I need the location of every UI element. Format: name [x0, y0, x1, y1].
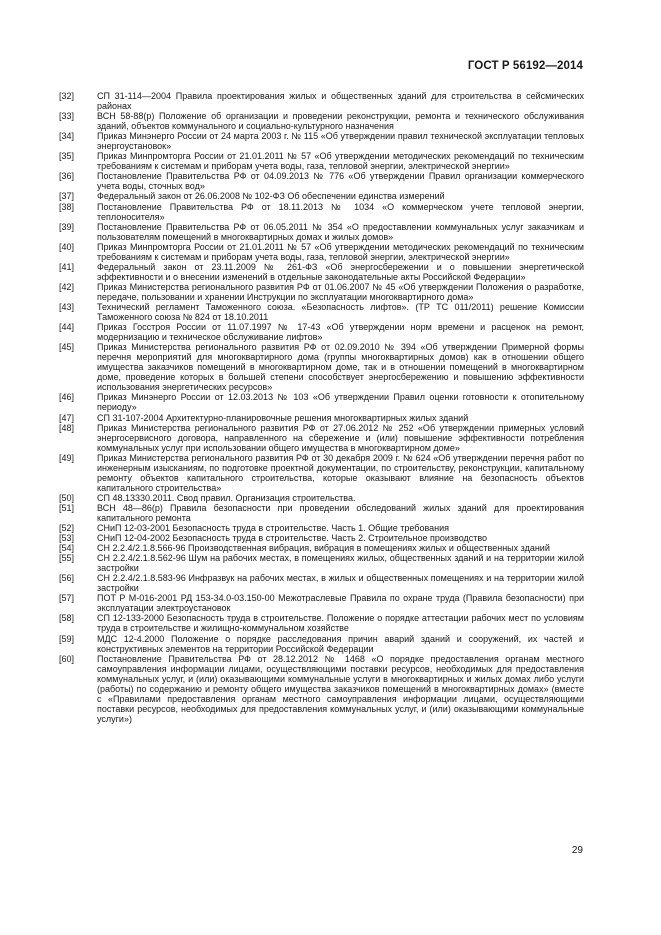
reference-text: Постановление Правительства РФ от 06.05.2011 № 354 «О предоставлении коммунальных услуг заказчикам и пользователям помещений в многоквартирных домах и жилых домов» [97, 221, 584, 242]
reference-number: [34] [59, 131, 75, 142]
reference-item [59, 111, 584, 131]
reference-number: [50] [59, 492, 75, 503]
reference-number: [41] [59, 261, 75, 272]
reference-number: [60] [59, 653, 75, 664]
reference-number: [38] [59, 201, 75, 212]
reference-item [59, 191, 584, 201]
reference-item [59, 262, 584, 282]
reference-item [59, 423, 584, 453]
reference-text: Приказ Минэнерго России от 12.03.2013 № 103 «Об утверждении Правил оценки готовности к отопительному периоду» [97, 392, 584, 413]
reference-number: [54] [59, 543, 75, 554]
reference-number: [56] [59, 573, 75, 584]
reference-number: [39] [59, 221, 75, 232]
reference-text: МДС 12-4.2000 Положение о порядке расследования причин аварий зданий и сооружений, их частей и конструктивных элементов на территории Российской Федерации [97, 633, 584, 654]
reference-number: [55] [59, 553, 75, 564]
reference-text: Технический регламент Таможенного союза. «Безопасность лифтов». (ТР ТС 011/2011) решение Комиссии Таможенного союза № 824 от 18.10.2011 [97, 301, 584, 323]
reference-number: [48] [59, 422, 75, 433]
reference-text: СП 12-133-2000 Безопасность труда в строительстве. Положение о порядке аттестации рабочих мест по условиям труда в строительстве и жилищно-коммунальном хозяйстве [97, 613, 584, 634]
reference-item [59, 533, 584, 543]
reference-item [59, 392, 584, 412]
reference-number: [57] [59, 593, 75, 604]
reference-text: Постановление Правительства РФ от 18.11.2013 № 1034 «О коммерческом учете тепловой энергии, теплоносителя» [97, 201, 584, 222]
reference-number: [47] [59, 412, 75, 423]
reference-list [59, 91, 584, 724]
reference-number: [51] [59, 502, 75, 513]
reference-item [59, 553, 584, 573]
reference-item [59, 91, 584, 111]
reference-text: Федеральный закон от 23.11.2009 № 261-ФЗ «Об энергосбережении и о повышении энергетической эффективности и о внесении изменений в отдельные законодательные акты Российской Федерации» [97, 261, 584, 282]
reference-text: СП 31-107-2004 Архитектурно-планировочные решения многоквартирных жилых зданий [97, 412, 469, 423]
reference-item [59, 503, 584, 523]
reference-text: СН 2.2.4/2.1.8.566-96 Производственная вибрация, вибрация в помещениях жилых и общественных зданий [97, 543, 550, 554]
reference-text: СН 2.2.4/2.1.8.562-96 Шум на рабочих местах, в помещениях жилых, общественных зданий и на территории жилой застройки [97, 553, 584, 574]
reference-number: [35] [59, 151, 75, 162]
reference-item [59, 593, 584, 613]
reference-item [59, 151, 584, 171]
reference-text: ПОТ Р М-016-2001 РД 153-34.0-03.150-00 Межотраслевые Правила по охране труда (Правила безопасности) при эксплуатации электроустановок [97, 593, 584, 614]
reference-text: Приказ Министерства регионального развития РФ от 30 декабря 2009 г. № 624 «Об утверждении перечня работ по инженерным изысканиям, по подготовке проектной документации, по строительству, реконструкции, капитальному ремонту объектов капитального строительства, которые оказывают влияние на безопасность объектов капитального строительства» [97, 452, 584, 493]
reference-number: [42] [59, 281, 75, 292]
reference-number: [49] [59, 452, 75, 463]
reference-number: [43] [59, 301, 75, 312]
reference-text: Приказ Министерства регионального развития РФ от 02.09.2010 № 394 «Об утверждении Примерной формы перечня мероприятий для многоквартирного дома (группы многоквартирных домов) как в отношении общего имущества заказчиков помещений в многоквартирном доме, так и в отношении помещений в многоквартирном доме, проведение которых в большей степени способствует энергосбережению и повышению эффективности использования энергетических ресурсов» [97, 342, 584, 393]
reference-number: [59] [59, 633, 75, 644]
reference-text: СП 48.13330.2011. Свод правил. Организация строительства. [97, 492, 356, 503]
reference-item [59, 654, 584, 724]
reference-item [59, 131, 584, 151]
reference-item [59, 493, 584, 503]
reference-item [59, 613, 584, 633]
reference-item [59, 413, 584, 423]
reference-text: СНиП 12-03-2001 Безопасность труда в строительстве. Часть 1. Общие требования [97, 523, 450, 534]
reference-item [59, 342, 584, 392]
reference-item [59, 634, 584, 654]
reference-item [59, 523, 584, 533]
reference-item [59, 302, 584, 322]
reference-number: [37] [59, 191, 75, 202]
reference-item [59, 222, 584, 242]
page-number: 29 [571, 845, 583, 856]
reference-text: СНиП 12-04-2002 Безопасность труда в строительстве. Часть 2. Строительное производство [97, 533, 488, 544]
reference-number: [40] [59, 241, 75, 252]
reference-text: ВСН 58-88(р) Положение об организации и проведении реконструкции, ремонта и технического обслуживания зданий, объектов коммунального и социально-культурного назначения [97, 111, 584, 132]
reference-text: Постановление Правительства РФ от 04.09.2013 № 776 «Об утверждении Правил организации коммерческого учета воды, сточных вод» [97, 171, 584, 192]
reference-text: ВСН 48—86(р) Правила безопасности при проведении обследований жилых зданий для проектирования капитального ремонта [97, 502, 584, 523]
reference-text: Приказ Госстроя России от 11.07.1997 № 17-43 «Об утверждении норм времени и расценок на ремонт, модернизацию и техническое обслуживание лифтов» [97, 322, 584, 343]
reference-number: [58] [59, 613, 75, 624]
reference-item [59, 543, 584, 553]
reference-item [59, 322, 584, 342]
reference-text: СН 2.2.4/2.1.8.583-96 Инфразвук на рабочих местах, в жилых и общественных помещениях и на территории жилой застройки [97, 573, 584, 594]
reference-text: Приказ Минпромторга России от 21.01.2011 № 57 «Об утверждении методических рекомендаций по техническим требованиям к системам и приборам учета воды, газа, тепловой энергии, электрической энергии» [97, 241, 584, 262]
document-code: ГОСТ Р 56192—2014 [467, 60, 583, 72]
reference-item [59, 171, 584, 191]
reference-item [59, 242, 584, 262]
reference-number: [32] [59, 91, 75, 101]
reference-number: [52] [59, 523, 75, 534]
reference-text: Приказ Минпромторга России от 21.01.2011 № 57 «Об утверждении методических рекомендаций по техническим требованиям к системам и приборам учета воды, газа, тепловой энергии, электрической энергии» [97, 151, 584, 172]
reference-item [59, 573, 584, 593]
reference-item [59, 202, 584, 222]
reference-text: Приказ Министерства регионального развития РФ от 27.06.2012 № 252 «Об утверждении примерных условий энергосервисного договора, направленного на сбережение и (или) повышение эффективности потребления коммунальных услуг при использовании общего имущества в многоквартирном доме» [97, 422, 584, 453]
reference-number: [46] [59, 392, 75, 403]
reference-text: Приказ Минэнерго России от 24 марта 2003 г. № 115 «Об утверждении правил технической эксплуатации тепловых энергоустановок» [97, 131, 584, 152]
reference-item [59, 282, 584, 302]
reference-number: [36] [59, 171, 75, 182]
reference-text: Постановление Правительства РФ от 28.12.2012 № 1468 «О порядке предоставления органам местного самоуправления информации лицами, осуществляющими поставки ресурсов, необходимых для предоставления коммунальных услуг, и (или) оказывающими коммунальные услуги в многоквартирных и жилых домах либо услуги (работы) по содержанию и ремонту общего имущества заказчиков помещений в многоквартирных домах» (вместе с «Правилами предоставления органам местного самоуправления информации лицами, осуществляющими поставки ресурсов, необходимых для предоставления коммунальных услуг, и (или) оказывающими коммунальные услуги») [97, 653, 584, 724]
reference-text: Федеральный закон от 26.06.2008 № 102-ФЗ Об обеспечении единства измерений [97, 191, 445, 202]
reference-item [59, 453, 584, 493]
reference-number: [44] [59, 322, 75, 333]
reference-text: СП 31-114—2004 Правила проектирования жилых и общественных зданий для строительства в сейсмических районах [97, 91, 584, 112]
reference-number: [33] [59, 111, 75, 122]
reference-text: Приказ Министерства регионального развития РФ от 01.06.2007 № 45 «Об утверждении Положения о разработке, передаче, пользовании и хранении Инструкции по эксплуатации многоквартирного дома» [97, 281, 584, 302]
reference-number: [53] [59, 533, 75, 544]
reference-number: [45] [59, 342, 75, 353]
